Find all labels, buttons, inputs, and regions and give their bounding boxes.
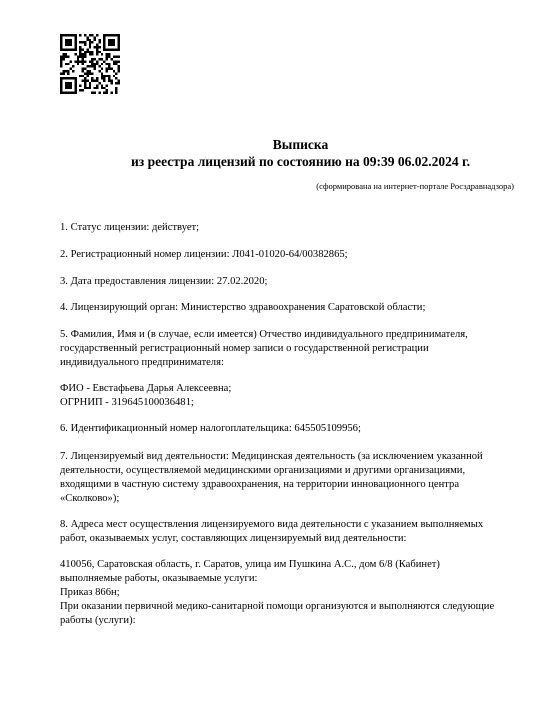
item-entrepreneur-line-3: индивидуального предпринимателя: <box>60 357 224 368</box>
item-activity-line-1: 7. Лицензируемый вид деятельности: Медицинская деятельность (за исключением указанной <box>60 451 483 462</box>
item-fio: ФИО - Евстафьева Дарья Алексеевна; <box>60 383 232 394</box>
item-entrepreneur-line-1: 5. Фамилия, Имя и (в случае, если имеется) Отчество индивидуального предпринимателя, <box>60 329 468 340</box>
item-inn: 6. Идентификационный номер налогоплательщика: 645505109956; <box>60 423 361 434</box>
item-ogrnip: ОГРНИП - 319645100036481; <box>60 397 194 408</box>
address-line-5: работы (услуги): <box>60 615 136 626</box>
item-entrepreneur-line-2: государственный регистрационный номер записи о государственной регистрации <box>60 343 429 354</box>
item-activity-line-2: деятельности, осуществляемой медицинскими организациями и другими организациями, <box>60 465 466 476</box>
document-title: Выписка <box>272 137 329 152</box>
document-subtitle: из реестра лицензий по состоянию на 09:39 06.02.2024 г. <box>131 154 470 169</box>
item-activity-line-4: «Сколково»); <box>60 493 120 504</box>
qr-code-icon <box>60 34 120 94</box>
item-registration-number: 2. Регистрационный номер лицензии: Л041-01020-64/00382865; <box>60 249 348 260</box>
address-line-3: Приказ 866н; <box>60 587 120 598</box>
address-line-4: При оказании первичной медико-санитарной помощи организуются и выполняются следующие <box>60 601 495 612</box>
item-licensing-authority: 4. Лицензирующий орган: Министерство здравоохранения Саратовской области; <box>60 302 426 313</box>
address-line-1: 410056, Саратовская область, г. Саратов, улица им Пушкина А.С., дом 6/8 (Кабинет) <box>60 559 440 570</box>
item-addresses-line-1: 8. Адреса мест осуществления лицензируемого вида деятельности с указанием выполняемых <box>60 519 484 530</box>
address-line-2: выполняемые работы, оказываемые услуги: <box>60 573 258 584</box>
item-activity-line-3: входящими в частную систему здравоохранения, на территории инновационного центра <box>60 479 460 490</box>
item-issue-date: 3. Дата предоставления лицензии: 27.02.2020; <box>60 276 268 287</box>
item-addresses-line-2: работ, оказываемых услуг, составляющих лицензируемый вид деятельности: <box>60 533 407 544</box>
source-note: (сформирована на интернет-портале Росздравнадзора) <box>316 181 514 191</box>
item-license-status: 1. Статус лицензии: действует; <box>60 222 200 233</box>
